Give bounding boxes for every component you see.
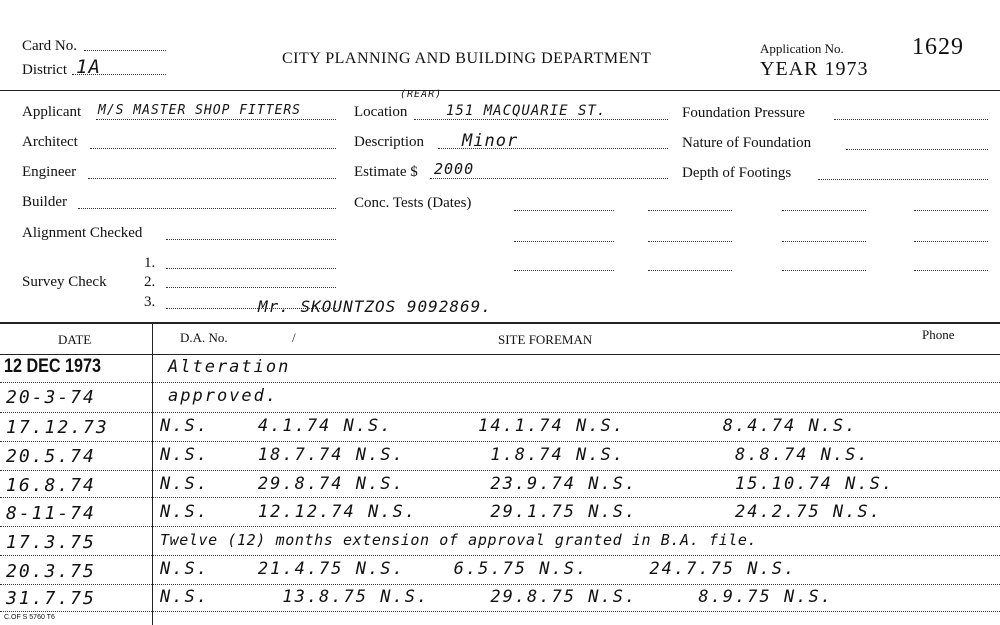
test-grid-c1 xyxy=(914,210,988,211)
alignment-label: Alignment Checked xyxy=(22,225,143,241)
survey-3-value: Mr. SKOUNTZOS 9092869. xyxy=(258,297,492,316)
row-date: 31.7.75 xyxy=(6,588,96,609)
conc-test-field-1 xyxy=(514,210,614,211)
alignment-field xyxy=(166,239,336,240)
engineer-field xyxy=(88,178,336,179)
date-column-divider xyxy=(152,322,153,625)
row-rule xyxy=(0,526,1000,527)
row-entry: N.S. 29.8.74 N.S. 23.9.74 N.S. 15.10.74 N.S. xyxy=(160,474,895,494)
row-rule xyxy=(0,441,1000,442)
estimate-label: Estimate $ xyxy=(354,164,418,180)
test-grid-c3 xyxy=(914,270,988,271)
row-rule xyxy=(0,470,1000,471)
department-title: CITY PLANNING AND BUILDING DEPARTMENT xyxy=(282,50,652,67)
survey-2-field xyxy=(166,287,336,288)
table-top-rule xyxy=(0,322,1000,324)
row-date: 12 DEC 1973 xyxy=(4,356,101,377)
foundation-pressure-field xyxy=(834,119,988,120)
nature-foundation-label: Nature of Foundation xyxy=(682,135,812,151)
card-no-field xyxy=(84,50,166,51)
engineer-label: Engineer xyxy=(22,164,77,180)
foundation-pressure-label: Foundation Pressure xyxy=(682,105,805,121)
test-grid-c2 xyxy=(914,241,988,242)
conc-tests-label: Conc. Tests (Dates) xyxy=(354,195,472,211)
architect-label: Architect xyxy=(22,134,78,150)
row-date: 8-11-74 xyxy=(6,503,96,524)
builder-label: Builder xyxy=(22,194,67,210)
row-rule xyxy=(0,611,1000,612)
test-grid-b3 xyxy=(782,270,866,271)
district-value: 1A xyxy=(76,56,101,78)
row-entry: N.S. 13.8.75 N.S. 29.8.75 N.S. 8.9.75 N.S. xyxy=(160,587,833,607)
depth-footings-label: Depth of Footings xyxy=(682,165,792,181)
location-value: 151 MACQUARIE ST. xyxy=(446,103,607,119)
print-code: C.OF S 5760 T6 xyxy=(4,614,55,621)
survey-2-label: 2. xyxy=(144,274,156,290)
test-grid-a3 xyxy=(648,270,732,271)
row-date: 20.5.74 xyxy=(6,446,96,467)
survey-check-label: Survey Check xyxy=(22,274,107,290)
test-grid-b1 xyxy=(782,210,866,211)
applicant-label: Applicant xyxy=(22,104,82,120)
row-entry: Alteration xyxy=(168,357,291,377)
year-label: YEAR 1973 xyxy=(760,58,869,80)
description-label: Description xyxy=(354,134,424,150)
test-grid-a2 xyxy=(648,241,732,242)
estimate-value: 2000 xyxy=(434,160,475,178)
builder-field xyxy=(78,208,336,209)
location-field xyxy=(414,119,668,120)
applicant-field xyxy=(96,119,336,120)
row-date: 16.8.74 xyxy=(6,475,96,496)
conc-test-field-3 xyxy=(514,270,614,271)
col-header-slash: / xyxy=(292,330,296,345)
test-grid-a1 xyxy=(648,210,732,211)
row-rule xyxy=(0,497,1000,498)
row-entry: Twelve (12) months extension of approval granted in B.A. file. xyxy=(160,531,758,549)
row-rule xyxy=(0,412,1000,413)
row-entry: approved. xyxy=(168,386,279,406)
row-entry: N.S. 18.7.74 N.S. 1.8.74 N.S. 8.8.74 N.S. xyxy=(160,445,870,465)
estimate-field xyxy=(430,178,668,179)
survey-1-label: 1. xyxy=(144,255,156,271)
district-field xyxy=(72,74,166,75)
row-rule xyxy=(0,555,1000,556)
nature-foundation-field xyxy=(846,149,988,150)
description-value: Minor xyxy=(462,131,519,151)
survey-1-field xyxy=(166,268,336,269)
description-field xyxy=(438,148,668,149)
header-rule xyxy=(0,90,1000,91)
location-note: (REAR) xyxy=(400,89,443,100)
col-header-phone: Phone xyxy=(922,327,955,342)
row-entry: N.S. 21.4.75 N.S. 6.5.75 N.S. 24.7.75 N.S. xyxy=(160,559,797,579)
col-header-da: D.A. No. xyxy=(180,330,228,345)
col-header-date: DATE xyxy=(58,332,92,347)
card-no-label: Card No. xyxy=(22,38,77,54)
col-header-site-foreman: SITE FOREMAN xyxy=(498,332,593,347)
depth-footings-field xyxy=(818,179,988,180)
applicant-value: M/S MASTER SHOP FITTERS xyxy=(98,103,302,118)
conc-test-field-2 xyxy=(514,241,614,242)
architect-field xyxy=(90,148,336,149)
application-number: 1629 xyxy=(912,34,964,60)
district-label: District xyxy=(22,62,67,78)
row-date: 20-3-74 xyxy=(6,387,96,408)
row-rule xyxy=(0,584,1000,585)
row-date: 20.3.75 xyxy=(6,561,96,582)
row-date: 17.3.75 xyxy=(6,532,96,553)
test-grid-b2 xyxy=(782,241,866,242)
row-entry: N.S. 4.1.74 N.S. 14.1.74 N.S. 8.4.74 N.S. xyxy=(160,416,858,436)
row-entry: N.S. 12.12.74 N.S. 29.1.75 N.S. 24.2.75 N.S. xyxy=(160,502,882,522)
table-header-rule xyxy=(0,354,1000,355)
row-rule xyxy=(0,382,1000,383)
survey-3-label: 3. xyxy=(144,294,156,310)
location-label: Location xyxy=(354,104,408,120)
row-date: 17.12.73 xyxy=(6,417,109,438)
application-no-label: Application No. xyxy=(760,41,844,56)
